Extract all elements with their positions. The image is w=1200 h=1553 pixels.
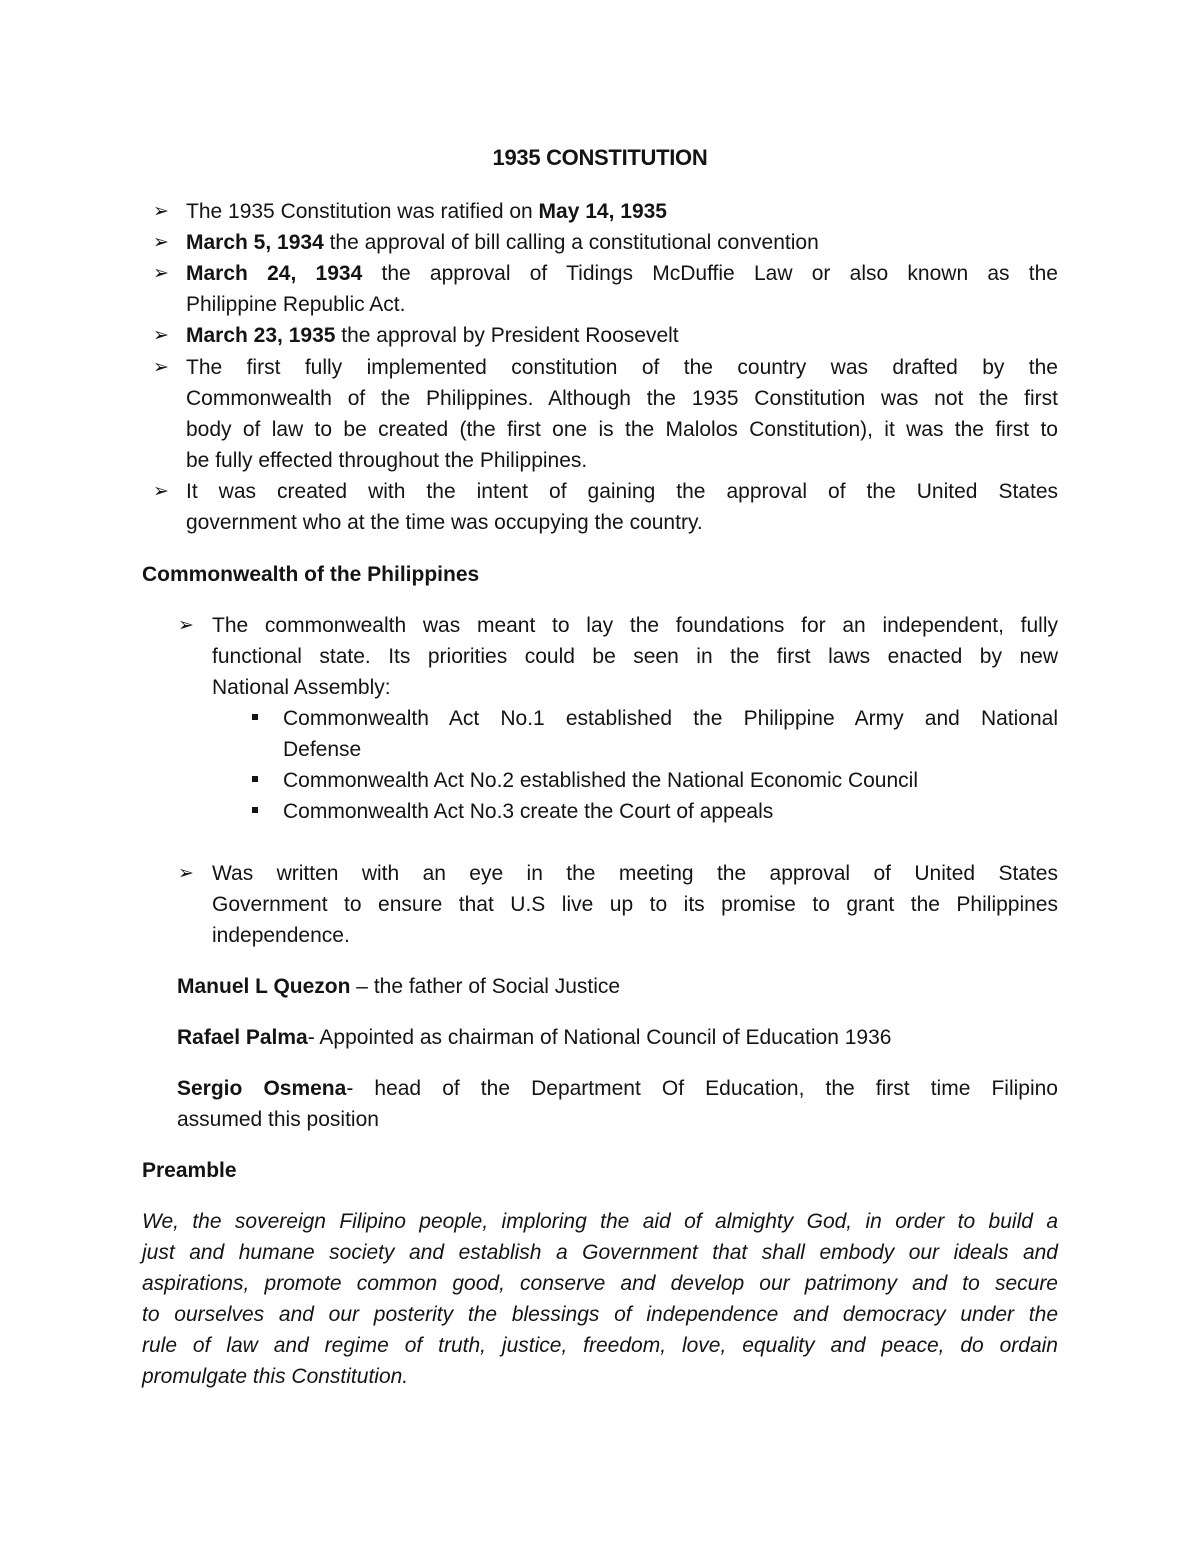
arrow-bullet-icon: ➢ (153, 325, 169, 346)
preamble-text: to ourselves and our posterity the blessings of independence and democracy under the (142, 1303, 1058, 1326)
preamble-text: just and humane society and establish a Government that shall embody our ideals and (142, 1241, 1058, 1264)
bullet-first-constitution-cont: Commonwealth of the Philippines. Although the 1935 Constitution was not the first (186, 387, 1058, 410)
bullet-ratified: The 1935 Constitution was ratified on May 14, 1935 (186, 200, 667, 223)
section-heading-commonwealth: Commonwealth of the Philippines (142, 563, 480, 586)
arrow-bullet-icon: ➢ (153, 263, 169, 284)
arrow-bullet-icon: ➢ (178, 863, 194, 884)
arrow-bullet-icon: ➢ (153, 232, 169, 253)
square-bullet-icon (252, 776, 258, 782)
person-quezon: Manuel L Quezon – the father of Social Justice (177, 975, 621, 998)
square-bullet-icon (252, 714, 258, 720)
section-heading-preamble: Preamble (142, 1159, 237, 1182)
act-3: Commonwealth Act No.3 create the Court of appeals (283, 800, 774, 823)
person-osmena: Sergio Osmena- head of the Department Of Education, the first time Filipino (177, 1077, 1058, 1100)
commonwealth-intro-cont: National Assembly: (212, 676, 391, 699)
person-osmena-cont: assumed this position (177, 1108, 379, 1131)
arrow-bullet-icon: ➢ (153, 201, 169, 222)
bullet-march-24-cont: Philippine Republic Act. (186, 293, 406, 316)
commonwealth-intro-cont: functional state. Its priorities could be seen in the first laws enacted by new (212, 645, 1058, 668)
preamble-text: promulgate this Constitution. (142, 1365, 409, 1388)
bullet-intent-cont: government who at the time was occupying the country. (186, 511, 703, 534)
written-intent: Was written with an eye in the meeting the approval of United States (212, 862, 1058, 885)
arrow-bullet-icon: ➢ (178, 615, 194, 636)
act-1-cont: Defense (283, 738, 362, 761)
written-intent-cont: Government to ensure that U.S live up to its promise to grant the Philippines (212, 893, 1058, 916)
bullet-intent: It was created with the intent of gaining the approval of the United States (186, 480, 1058, 503)
bullet-first-constitution-cont: be fully effected throughout the Philippines. (186, 449, 588, 472)
bullet-march-5: March 5, 1934 the approval of bill calling a constitutional convention (186, 231, 819, 254)
preamble-text: We, the sovereign Filipino people, imploring the aid of almighty God, in order to build a (142, 1210, 1058, 1233)
arrow-bullet-icon: ➢ (153, 357, 169, 378)
written-intent-cont: independence. (212, 924, 350, 947)
bullet-first-constitution-cont: body of law to be created (the first one is the Malolos Constitution), it was the first to (186, 418, 1058, 441)
act-1: Commonwealth Act No.1 established the Philippine Army and National (283, 707, 1058, 730)
preamble-text: rule of law and regime of truth, justice, freedom, love, equality and peace, do ordain (142, 1334, 1058, 1357)
bullet-first-constitution: The first fully implemented constitution of the country was drafted by the (186, 356, 1058, 379)
arrow-bullet-icon: ➢ (153, 481, 169, 502)
bullet-march-23: March 23, 1935 the approval by President Roosevelt (186, 324, 679, 347)
preamble-text: aspirations, promote common good, conserve and develop our patrimony and to secure (142, 1272, 1058, 1295)
page-title: 1935 CONSTITUTION (492, 145, 708, 170)
square-bullet-icon (252, 807, 258, 813)
commonwealth-intro: The commonwealth was meant to lay the foundations for an independent, fully (212, 614, 1058, 637)
person-palma: Rafael Palma- Appointed as chairman of National Council of Education 1936 (177, 1026, 892, 1049)
bullet-march-24: March 24, 1934 the approval of Tidings McDuffie Law or also known as the (186, 262, 1058, 285)
act-2: Commonwealth Act No.2 established the National Economic Council (283, 769, 918, 792)
